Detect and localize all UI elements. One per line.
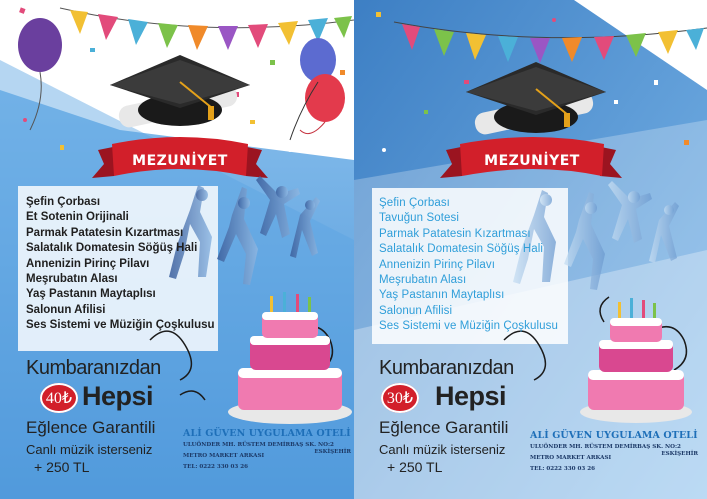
hotel-address-line1: ULUÖNDER MH. RÜSTEM DEMİRBAŞ SK. NO:2 bbox=[530, 444, 681, 450]
menu-item: Ses Sistemi ve Müziğin Çoşkulusu bbox=[379, 320, 558, 333]
menu-item: Annenizin Pirinç Pilavı bbox=[379, 258, 496, 271]
menu-item: Tavuğun Sotesi bbox=[379, 212, 460, 225]
promo-line-kumbara: Kumbaranızdan bbox=[26, 357, 161, 379]
promo-price-row bbox=[26, 383, 186, 417]
price-badge: 40₺ bbox=[40, 383, 78, 413]
hotel-address-line2: METRO MARKET ARKASI bbox=[530, 455, 612, 461]
promo-line-canli-muzik: Canlı müzik isterseniz bbox=[26, 442, 153, 457]
hotel-address-line1: ULUÖNDER MH. RÜSTEM DEMİRBAŞ SK. NO:2 bbox=[183, 442, 334, 448]
flyer-right bbox=[354, 0, 707, 499]
menu-item: Parmak Patatesin Kızartması bbox=[26, 226, 184, 239]
menu-item: Şefin Çorbası bbox=[379, 197, 450, 209]
hotel-city: ESKİŞEHİR bbox=[314, 449, 351, 455]
flyer-title: MEZUNİYET bbox=[132, 153, 228, 169]
menu-item: Meşrubatın Alası bbox=[379, 274, 467, 287]
menu-item: Et Sotenin Orijinali bbox=[26, 211, 129, 224]
menu-item: Ses Sistemi ve Müziğin Çoşkulusu bbox=[26, 319, 215, 332]
hotel-info bbox=[183, 428, 353, 472]
menu-list bbox=[379, 196, 558, 335]
promo-line-eglence: Eğlence Garantili bbox=[26, 418, 156, 437]
promo-line-kumbara: Kumbaranızdan bbox=[379, 357, 514, 379]
hotel-address-line2: METRO MARKET ARKASI bbox=[183, 453, 265, 459]
hotel-name: ALİ GÜVEN UYGULAMA OTELİ bbox=[183, 428, 351, 439]
hotel-city: ESKİŞEHİR bbox=[661, 451, 698, 457]
menu-item: Yaş Pastanın Maytaplısı bbox=[379, 289, 505, 302]
promo-block bbox=[379, 357, 539, 475]
hotel-phone: TEL: 0222 330 03 26 bbox=[530, 466, 596, 472]
promo-line-extra-price: + 250 TL bbox=[34, 459, 90, 475]
hotel-info bbox=[530, 430, 700, 474]
menu-item: Yaş Pastanın Maytaplısı bbox=[26, 288, 156, 301]
promo-line-canli-muzik: Canlı müzik isterseniz bbox=[379, 442, 506, 457]
promo-line-hepsi: Hepsi bbox=[435, 381, 507, 411]
promo-line-eglence: Eğlence Garantili bbox=[379, 418, 509, 437]
menu-item: Salatalık Domatesin Söğüş Hali bbox=[26, 242, 198, 255]
menu-item: Salonun Afilisi bbox=[26, 303, 106, 316]
menu-item: Şefin Çorbası bbox=[26, 196, 101, 208]
promo-line-hepsi: Hepsi bbox=[82, 381, 154, 411]
flyer-title: MEZUNİYET bbox=[484, 153, 580, 169]
menu-item: Salonun Afilisi bbox=[379, 304, 453, 317]
hotel-name: ALİ GÜVEN UYGULAMA OTELİ bbox=[530, 430, 698, 441]
menu-list bbox=[26, 195, 215, 334]
menu-item: Meşrubatın Alası bbox=[26, 273, 118, 286]
price-badge: 30₺ bbox=[381, 383, 419, 413]
promo-block bbox=[26, 357, 186, 475]
menu-item: Annenizin Pirinç Pilavı bbox=[26, 257, 150, 270]
promo-line-extra-price: + 250 TL bbox=[387, 459, 443, 475]
hotel-phone: TEL: 0222 330 03 26 bbox=[183, 464, 249, 470]
promo-price-row bbox=[379, 383, 539, 417]
menu-item: Parmak Patatesin Kızartması bbox=[379, 227, 531, 240]
menu-item: Salatalık Domatesin Söğüş Hali bbox=[379, 243, 544, 256]
